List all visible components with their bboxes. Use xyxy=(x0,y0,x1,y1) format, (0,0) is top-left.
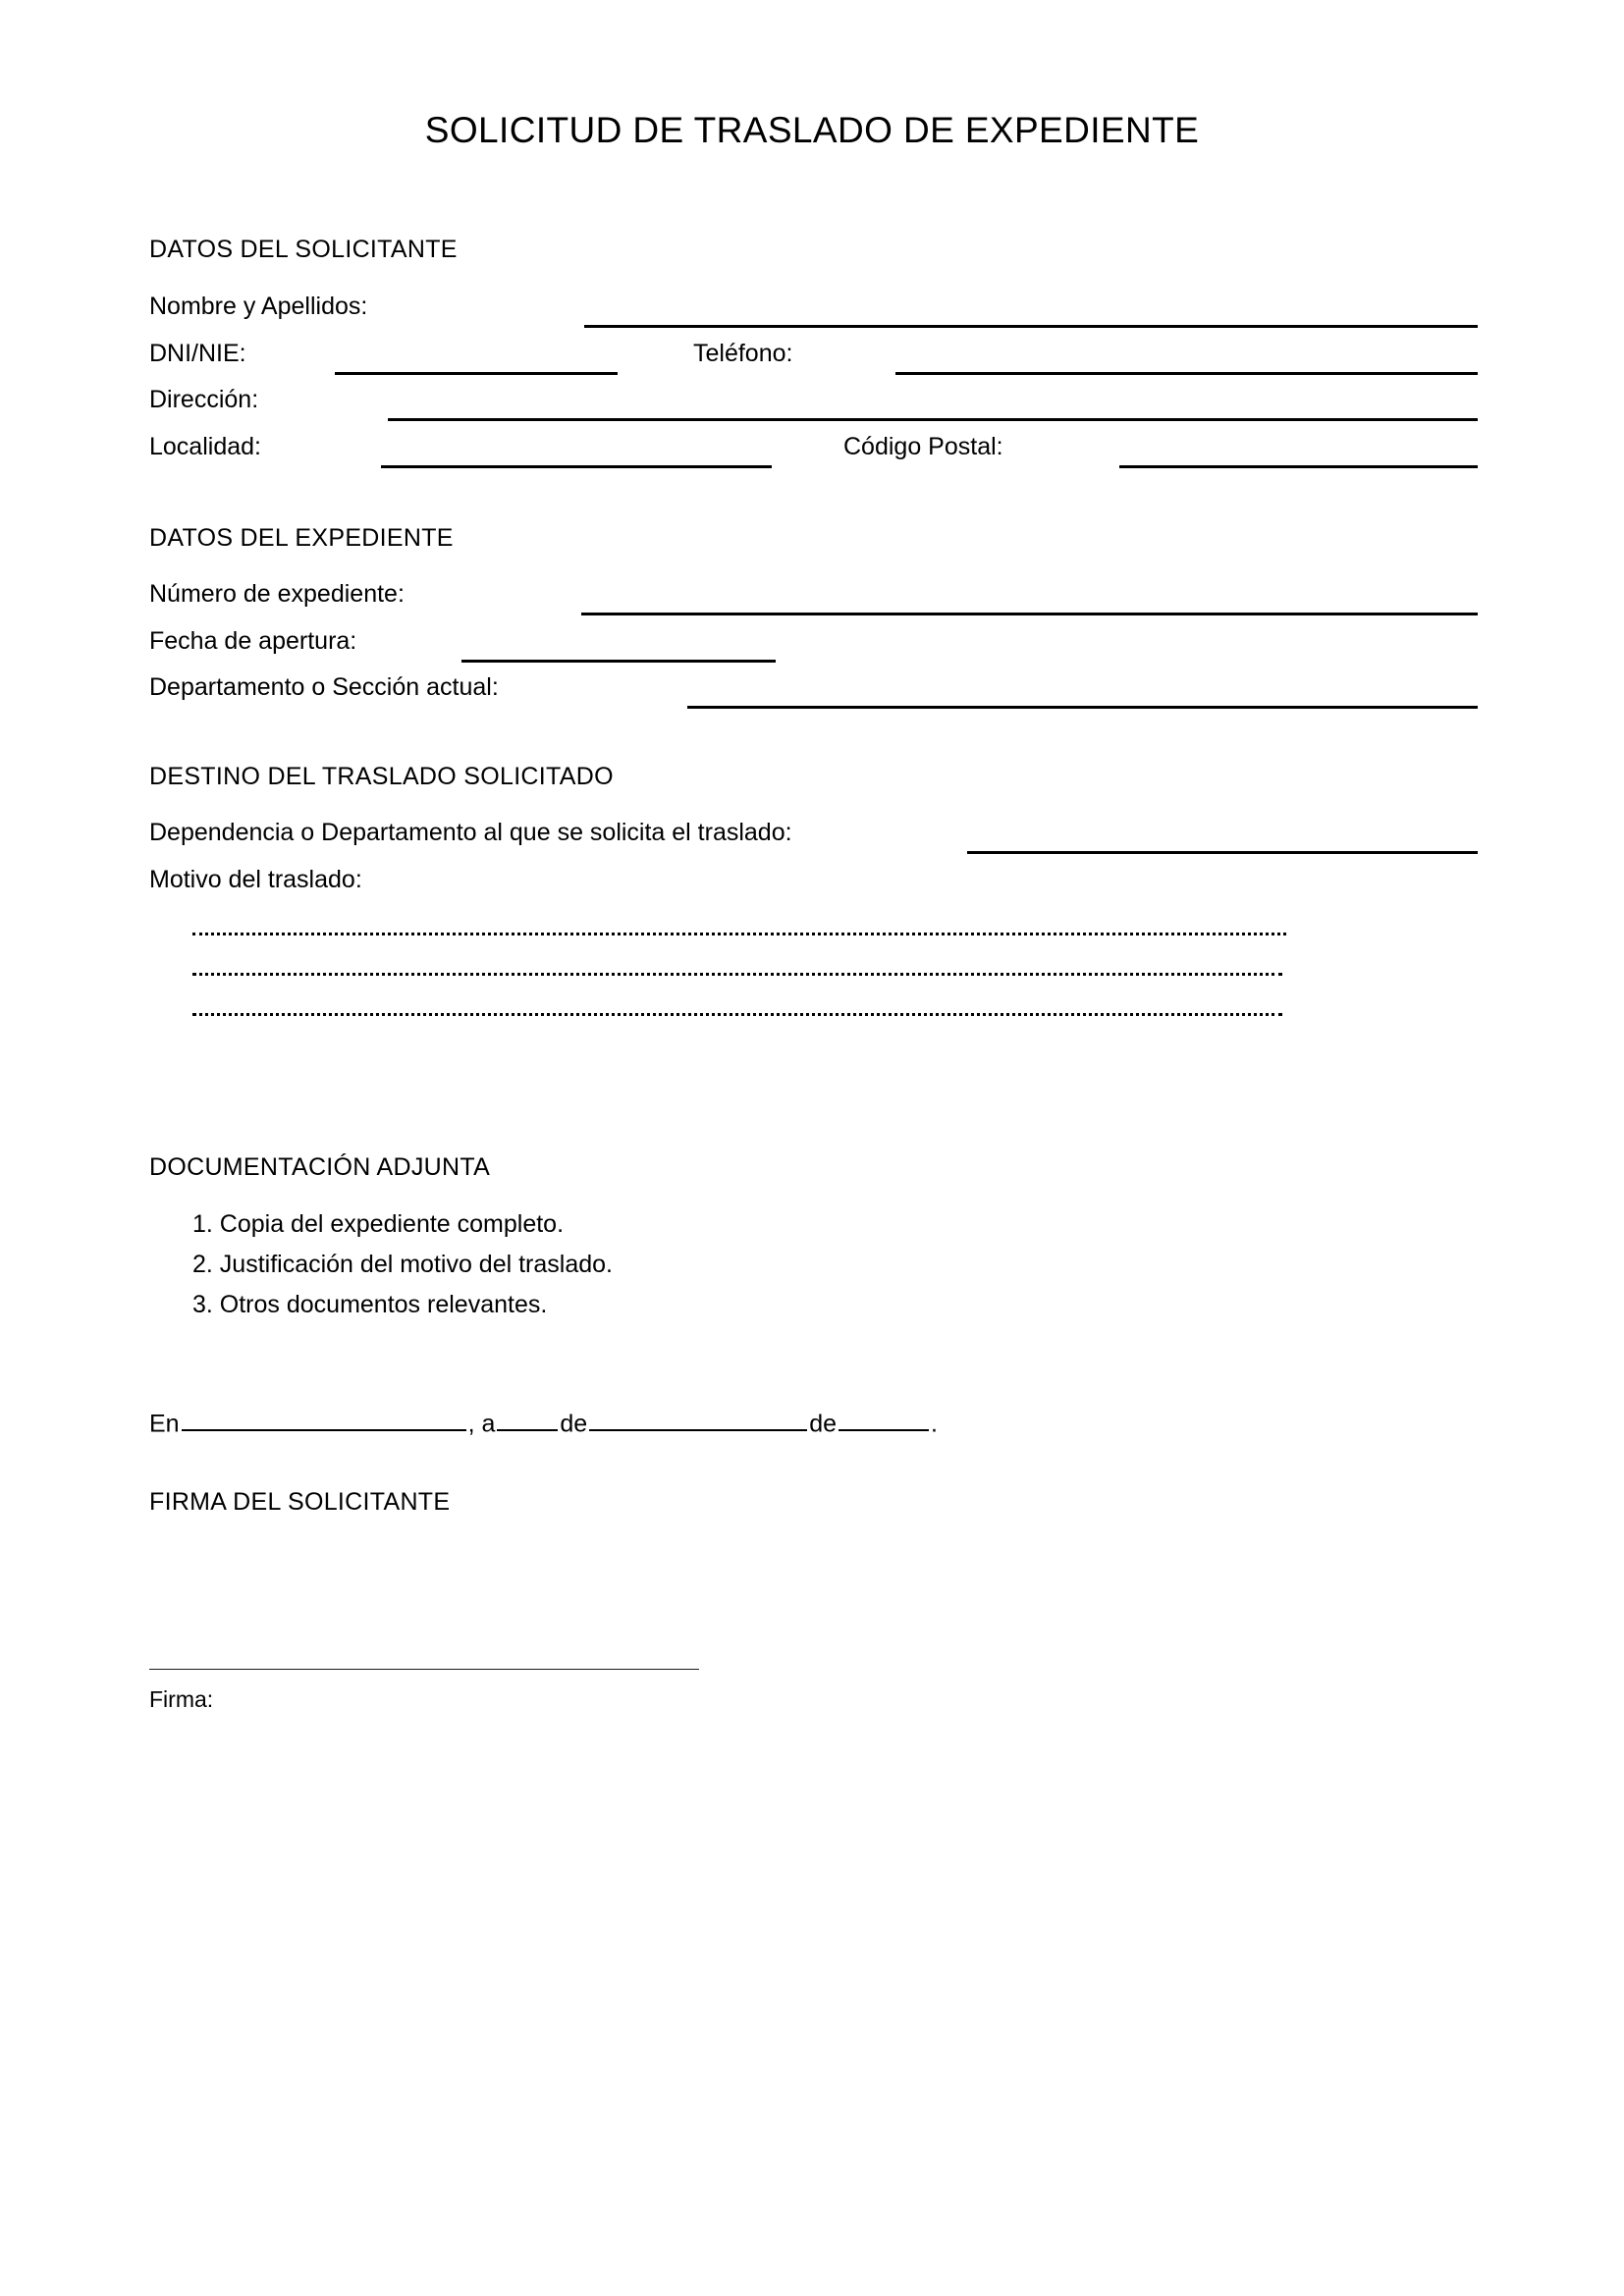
input-nombre-apellidos[interactable] xyxy=(584,325,1478,328)
date-sep-comma: , a xyxy=(467,1410,496,1438)
input-dni-nie[interactable] xyxy=(335,372,618,375)
label-localidad: Localidad: xyxy=(149,433,261,460)
label-nombre-apellidos: Nombre y Apellidos: xyxy=(149,293,368,320)
input-lugar[interactable] xyxy=(182,1404,466,1431)
input-numero-expediente[interactable] xyxy=(581,613,1478,615)
label-dni-nie: DNI/NIE: xyxy=(149,340,246,367)
date-prefix-en: En xyxy=(149,1410,180,1438)
label-motivo-traslado: Motivo del traslado: xyxy=(149,866,362,893)
input-fecha-apertura[interactable] xyxy=(461,660,776,663)
section-heading-expediente: DATOS DEL EXPEDIENTE xyxy=(149,524,454,552)
input-motivo-line-1[interactable] xyxy=(192,933,1286,935)
label-departamento-actual: Departamento o Sección actual: xyxy=(149,673,499,701)
list-item: 2. Justificación del motivo del traslado. xyxy=(192,1251,613,1278)
date-de-1: de xyxy=(560,1410,588,1438)
signature-line[interactable] xyxy=(149,1669,699,1670)
label-dependencia-destino: Dependencia o Departamento al que se solicita el traslado: xyxy=(149,819,792,846)
input-departamento-actual[interactable] xyxy=(687,706,1478,709)
list-item: 1. Copia del expediente completo. xyxy=(192,1210,565,1238)
section-heading-firma: FIRMA DEL SOLICITANTE xyxy=(149,1488,451,1516)
label-firma: Firma: xyxy=(149,1686,214,1712)
list-item: 3. Otros documentos relevantes. xyxy=(192,1291,548,1318)
section-heading-destino: DESTINO DEL TRASLADO SOLICITADO xyxy=(149,763,614,790)
input-telefono[interactable] xyxy=(895,372,1478,375)
input-motivo-line-2[interactable] xyxy=(192,973,1282,976)
date-de-2: de xyxy=(809,1410,838,1438)
input-mes[interactable] xyxy=(589,1404,807,1431)
date-location-line xyxy=(149,1404,938,1438)
label-direccion: Dirección: xyxy=(149,386,259,413)
input-codigo-postal[interactable] xyxy=(1119,465,1478,468)
date-period: . xyxy=(931,1410,938,1438)
label-codigo-postal: Código Postal: xyxy=(843,433,1003,460)
label-telefono: Teléfono: xyxy=(693,340,793,367)
page-title: SOLICITUD DE TRASLADO DE EXPEDIENTE xyxy=(424,110,1200,150)
label-fecha-apertura: Fecha de apertura: xyxy=(149,627,357,655)
label-numero-expediente: Número de expediente: xyxy=(149,580,405,608)
input-anio[interactable] xyxy=(839,1404,929,1431)
input-localidad[interactable] xyxy=(381,465,772,468)
input-motivo-line-3[interactable] xyxy=(192,1013,1282,1016)
section-heading-documentacion: DOCUMENTACIÓN ADJUNTA xyxy=(149,1153,491,1181)
input-direccion[interactable] xyxy=(388,418,1478,421)
input-dependencia-destino[interactable] xyxy=(967,851,1478,854)
input-dia[interactable] xyxy=(497,1404,558,1431)
section-heading-solicitante: DATOS DEL SOLICITANTE xyxy=(149,236,458,263)
